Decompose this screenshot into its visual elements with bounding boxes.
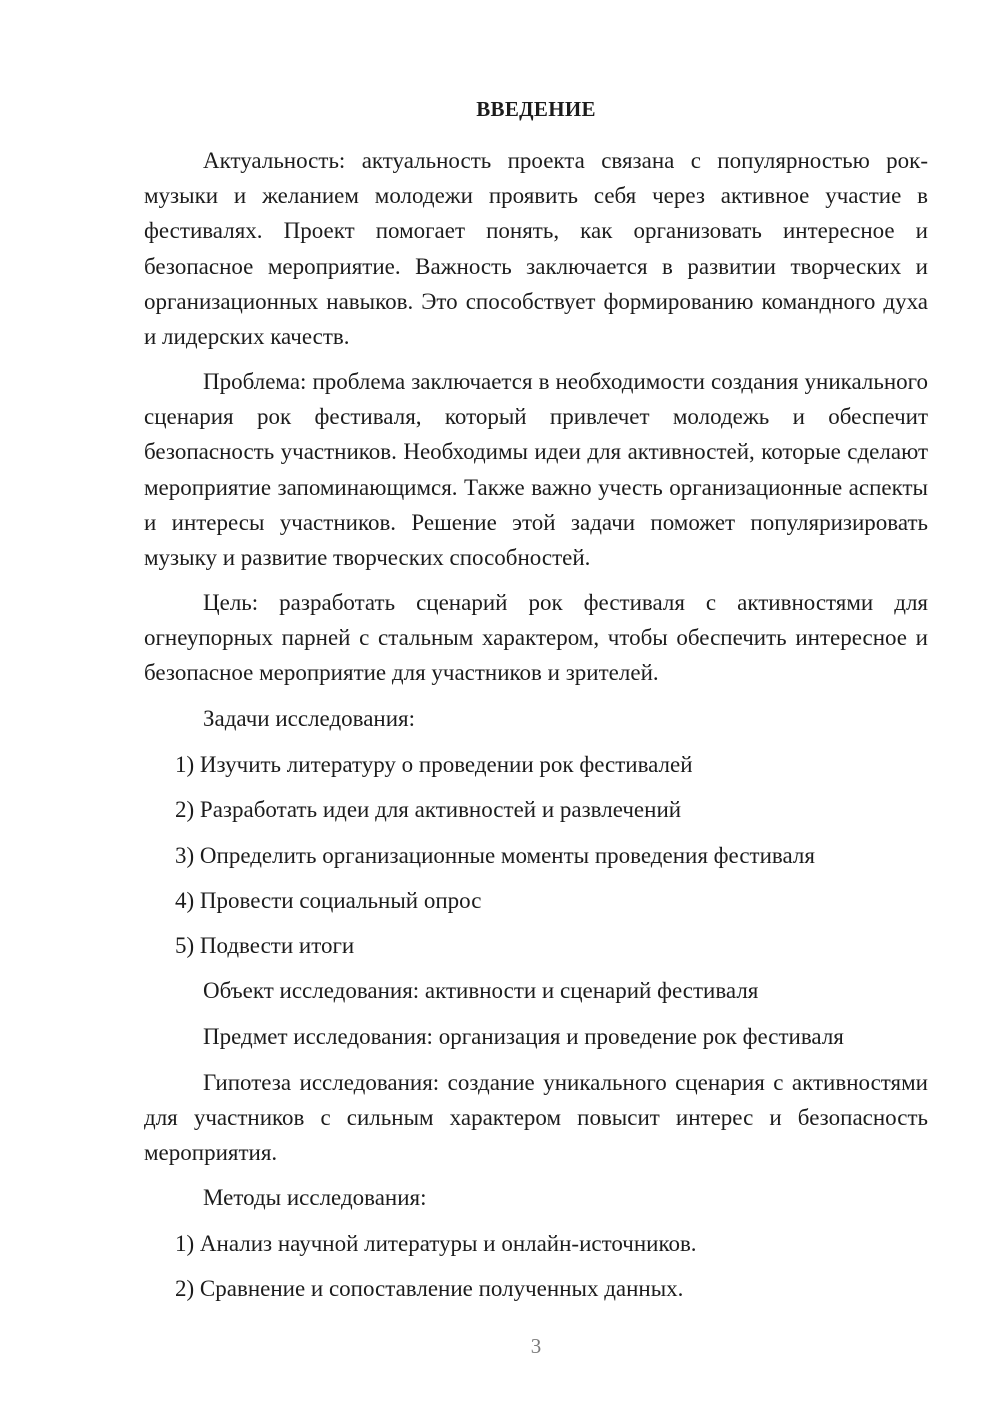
page-number: 3 [530, 1334, 542, 1358]
relevance-paragraph: Актуальность: актуальность проекта связана с популярностью рок-музыки и желанием молодежи проявить себя через активное участие в фестивалях. Проект помогает понять, как организовать интересное и безопасное мероприятие. Важность заключается в развитии творческих и организационных навыков. Это способствует формированию командного духа и лидерских качеств. [144, 148, 928, 350]
task-item: 3) Определить организационные моменты проведения фестиваля [175, 843, 815, 868]
method-item: 1) Анализ научной литературы и онлайн-источников. [175, 1231, 697, 1256]
section-heading: ВВЕДЕНИЕ [476, 97, 596, 121]
task-item: 4) Провести социальный опрос [175, 888, 482, 913]
research-object: Объект исследования: активности и сценарий фестиваля [203, 978, 759, 1003]
task-item: 2) Разработать идеи для активностей и развлечений [175, 797, 682, 822]
tasks-title: Задачи исследования: [203, 706, 416, 731]
research-subject: Предмет исследования: организация и проведение рок фестиваля [203, 1024, 844, 1049]
method-item: 2) Сравнение и сопоставление полученных данных. [175, 1276, 684, 1301]
hypothesis-paragraph: Гипотеза исследования: создание уникального сценария с активностями для участников с сильным характером повысит интерес и безопасность мероприятия. [144, 1070, 928, 1166]
task-item: 1) Изучить литературу о проведении рок фестивалей [175, 752, 693, 777]
problem-paragraph: Проблема: проблема заключается в необходимости создания уникального сценария рок фестиваля, который привлечет молодежь и обеспечит безопасность участников. Необходимы идеи для активностей, которые сделают мероприятие запоминающимся. Также важно учесть организационные аспекты и интересы участников. Решение этой задачи поможет популяризировать музыку и развитие творческих способностей. [144, 369, 928, 571]
goal-paragraph: Цель: разработать сценарий рок фестиваля с активностями для огнеупорных парней с стальным характером, чтобы обеспечить интересное и безопасное мероприятие для участников и зрителей. [144, 590, 928, 686]
task-item: 5) Подвести итоги [175, 933, 355, 958]
methods-title: Методы исследования: [203, 1185, 427, 1210]
